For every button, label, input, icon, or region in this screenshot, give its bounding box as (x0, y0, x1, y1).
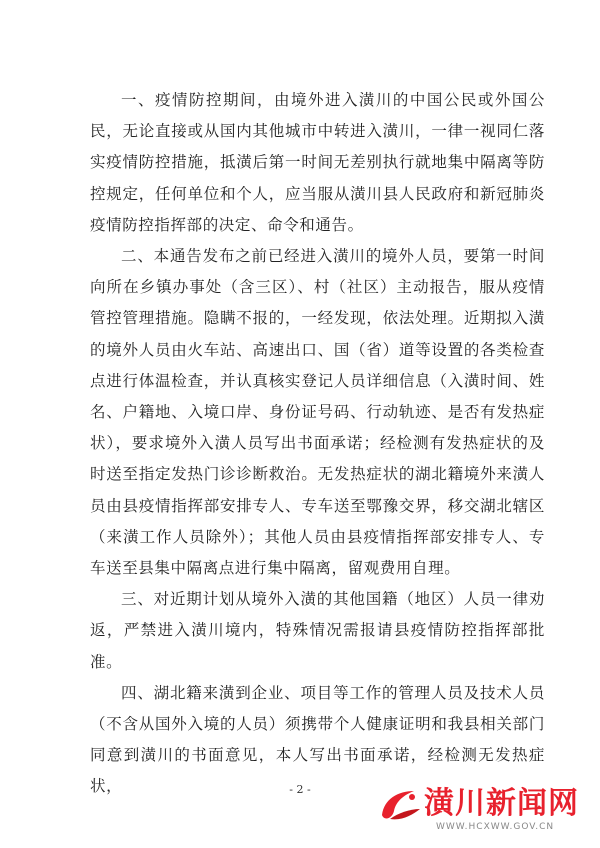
watermark-url: WWW.HCXWW.GOV.CN (436, 822, 555, 832)
paragraph-2: 二、本通告发布之前已经进入潢川的境外人员，要第一时间向所在乡镇办事处（含三区）、村（社区）主动报告，服从疫情管控管理措施。隐瞒不报的，一经发现，依法处理。近期拟入潢的境外人员由火车站、高速出口、国（省）道等设置的各类检查点进行体温检查，并认真核实登记人员详细信息（入潢时间、姓名、户籍地、入境口岸、身份证号码、行动轨迹、是否有发热症状），要求境外入潢人员写出书面承诺；经检测有发热症状的及时送至指定发热门诊诊断救治。无发热症状的湖北籍境外来潢人员由县疫情指挥部安排专人、专车送至鄂豫交界，移交湖北辖区（来潢工作人员除外）；其他人员由县疫情指挥部安排专人、专车送至县集中隔离点进行集中隔离，留观费用自理。 (90, 247, 545, 578)
paragraph-1: 一、疫情防控期间，由境外进入潢川的中国公民或外国公民，无论直接或从国内其他城市中转进入潢川，一律一视同仁落实疫情防控措施，抵潢后第一时间无差别执行就地集中隔离等防控规定，任何单位和个人，应当服从潢川县人民政府和新冠肺炎疫情防控指挥部的决定、命令和通告。 (90, 91, 545, 234)
page-number: - 2 - (289, 783, 311, 796)
watermark-title: 潢川新闻网 (424, 786, 579, 821)
site-watermark (376, 783, 586, 839)
paragraph-4: 四、湖北籍来潢到企业、项目等工作的管理人员及技术人员（不含从国外入境的人员）须携带个人健康证明和我县相关部门同意到潢川的书面意见，本人写出书面承诺，经检测无发热症状， (90, 683, 545, 796)
paragraph-3: 三、对近期计划从境外入潢的其他国籍（地区）人员一律劝返，严禁进入潢川境内，特殊情况需报请县疫情防控指挥部批准。 (90, 590, 545, 671)
document-body (90, 85, 545, 803)
red-swoosh-logo-icon (376, 785, 424, 825)
